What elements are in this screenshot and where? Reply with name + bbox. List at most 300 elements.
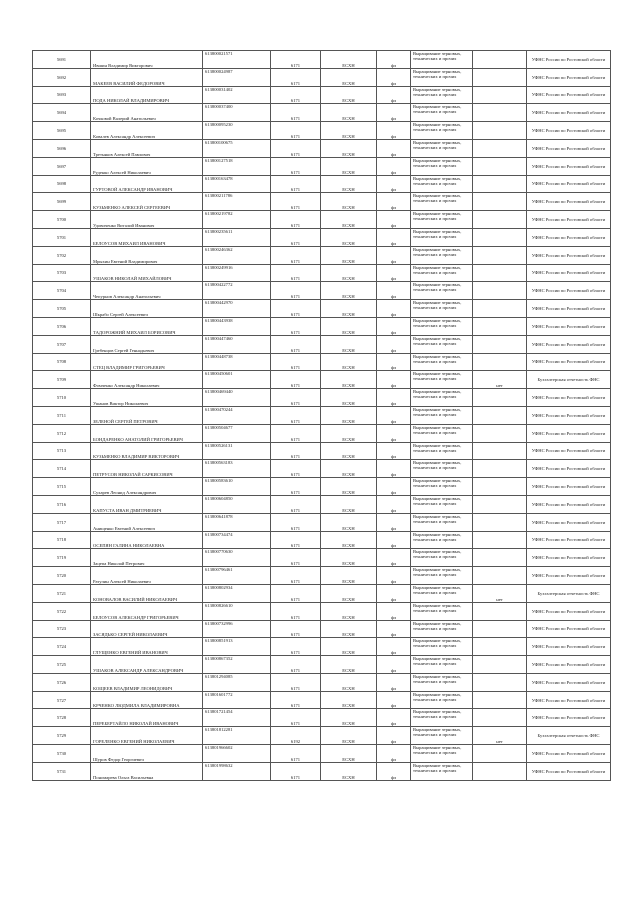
table-row — [33, 389, 611, 407]
mark-value — [473, 193, 527, 211]
person-type: фл — [377, 442, 411, 460]
inn-value: 613801998632 — [203, 762, 271, 780]
table-row — [33, 51, 611, 69]
person-type: фл — [377, 478, 411, 496]
inn-value: 613800826610 — [203, 602, 271, 620]
table-row — [33, 762, 611, 780]
tax-regime: ЕСХН — [321, 282, 377, 300]
person-type: фл — [377, 228, 411, 246]
tax-regime: ЕСХН — [321, 549, 377, 567]
source-organization: УФНС России по Ростовской области — [527, 282, 611, 300]
activity-description: Выращивание зерновых, технических и прочих — [411, 68, 473, 86]
inn-value: 613800641878 — [203, 513, 271, 531]
mark-value — [473, 353, 527, 371]
mark-value — [473, 264, 527, 282]
source-organization: УФНС России по Ростовской области — [527, 264, 611, 282]
tax-regime: ЕСХН — [321, 389, 377, 407]
person-type: фл — [377, 567, 411, 585]
person-name: Кочковой Валерий Анатольевич — [91, 104, 203, 122]
table-row — [33, 104, 611, 122]
tax-office-code: 6171 — [271, 246, 321, 264]
tax-office-code: 6171 — [271, 424, 321, 442]
person-type: фл — [377, 264, 411, 282]
person-type: фл — [377, 389, 411, 407]
source-organization: УФНС России по Ростовской области — [527, 389, 611, 407]
tax-office-code: 6171 — [271, 228, 321, 246]
table-row — [33, 638, 611, 656]
inn-value: 613800563183 — [203, 460, 271, 478]
tax-regime: ЕСХН — [321, 745, 377, 763]
activity-description: Выращивание зерновых, технических и прочих — [411, 478, 473, 496]
person-name: Удовиченко Виталий Иванович — [91, 211, 203, 229]
tax-office-code: 6171 — [271, 513, 321, 531]
person-name: КОЩЕЕВ ВЛАДИМИР ЛЕОНИДОВИЧ — [91, 673, 203, 691]
inn-value: 613800235611 — [203, 228, 271, 246]
inn-value: 613800583610 — [203, 478, 271, 496]
source-organization: УФНС России по Ростовской области — [527, 406, 611, 424]
source-organization: УФНС России по Ростовской области — [527, 353, 611, 371]
tax-office-code: 6171 — [271, 691, 321, 709]
person-type: фл — [377, 762, 411, 780]
row-number: 5698 — [33, 175, 91, 193]
tax-office-code: 6171 — [271, 353, 321, 371]
activity-description: Выращивание зерновых, технических и прочих — [411, 300, 473, 318]
tax-office-code: 6171 — [271, 51, 321, 69]
inn-value: 613800037400 — [203, 104, 271, 122]
mark-value — [473, 139, 527, 157]
inn-value: 613800851913 — [203, 638, 271, 656]
mark-value — [473, 549, 527, 567]
row-number: 5706 — [33, 317, 91, 335]
person-name: КУЗЬМЕНКО ВЛАДИМИР ВИКТОРОВИЧ — [91, 442, 203, 460]
inn-value: 613801812281 — [203, 727, 271, 745]
tax-office-code: 6171 — [271, 656, 321, 674]
tax-regime: ЕСХН — [321, 353, 377, 371]
tax-regime: ЕСХН — [321, 104, 377, 122]
inn-value: 613800450601 — [203, 371, 271, 389]
activity-description: Выращивание зерновых, технических и прочих — [411, 353, 473, 371]
tax-office-code: 6171 — [271, 122, 321, 140]
table-row — [33, 549, 611, 567]
activity-description: Выращивание зерновых, технических и прочих — [411, 442, 473, 460]
table-row — [33, 300, 611, 318]
tax-regime: ЕСХН — [321, 424, 377, 442]
person-type: фл — [377, 602, 411, 620]
tax-regime: ЕСХН — [321, 406, 377, 424]
row-number: 5713 — [33, 442, 91, 460]
table-row — [33, 335, 611, 353]
mark-value — [473, 406, 527, 424]
mark-value — [473, 246, 527, 264]
source-organization: УФНС России по Ростовской области — [527, 104, 611, 122]
tax-regime: ЕСХН — [321, 51, 377, 69]
source-organization: Бухгалтерская отчетность ФНС — [527, 584, 611, 602]
mark-value — [473, 300, 527, 318]
activity-description: Выращивание зерновых, технических и прочих — [411, 691, 473, 709]
row-number: 5717 — [33, 513, 91, 531]
person-type: фл — [377, 68, 411, 86]
person-type: фл — [377, 584, 411, 602]
table-row — [33, 175, 611, 193]
registry-rows — [33, 51, 611, 781]
source-organization: УФНС России по Ростовской области — [527, 246, 611, 264]
tax-regime: ЕСХН — [321, 175, 377, 193]
row-number: 5696 — [33, 139, 91, 157]
tax-regime: ЕСХН — [321, 193, 377, 211]
person-name: МАКЕЕВ ВАСИЛИЙ ФЕДОРОВИЧ — [91, 68, 203, 86]
inn-value: 613800095230 — [203, 122, 271, 140]
person-name: ОСЕПЯН ГАЛИНА НИКОЛАЕВНА — [91, 531, 203, 549]
source-organization: УФНС России по Ростовской области — [527, 51, 611, 69]
person-name: Пономарева Ольга Васильевна — [91, 762, 203, 780]
registry-table — [32, 50, 611, 781]
activity-description: Выращивание зерновых, технических и прочих — [411, 549, 473, 567]
row-number: 5718 — [33, 531, 91, 549]
mark-value — [473, 424, 527, 442]
mark-value: нет — [473, 727, 527, 745]
table-row — [33, 567, 611, 585]
activity-description: Выращивание зерновых, технических и прочих — [411, 389, 473, 407]
inn-value: 613800211786 — [203, 193, 271, 211]
inn-value: 613800447460 — [203, 335, 271, 353]
tax-office-code: 6171 — [271, 317, 321, 335]
activity-description: Выращивание зерновых, технических и прочих — [411, 406, 473, 424]
mark-value — [473, 389, 527, 407]
inn-value: 613800504677 — [203, 424, 271, 442]
activity-description: Выращивание зерновых, технических и прочих — [411, 495, 473, 513]
tax-office-code: 6171 — [271, 567, 321, 585]
person-type: фл — [377, 335, 411, 353]
mark-value — [473, 709, 527, 727]
table-row — [33, 282, 611, 300]
source-organization: УФНС России по Ростовской области — [527, 495, 611, 513]
mark-value — [473, 282, 527, 300]
tax-regime: ЕСХН — [321, 673, 377, 691]
inn-value: 613800031402 — [203, 86, 271, 104]
source-organization: УФНС России по Ростовской области — [527, 68, 611, 86]
row-number: 5710 — [33, 389, 91, 407]
source-organization: УФНС России по Ростовской области — [527, 86, 611, 104]
inn-value: 613801601772 — [203, 691, 271, 709]
tax-regime: ЕСХН — [321, 317, 377, 335]
person-type: фл — [377, 371, 411, 389]
tax-regime: ЕСХН — [321, 691, 377, 709]
mark-value — [473, 68, 527, 86]
source-organization: УФНС России по Ростовской области — [527, 691, 611, 709]
row-number: 5701 — [33, 228, 91, 246]
source-organization: УФНС России по Ростовской области — [527, 531, 611, 549]
activity-description: Выращивание зерновых, технических и прочих — [411, 264, 473, 282]
person-name: Гребенцов Сергей Геннадьевич — [91, 335, 203, 353]
inn-value: 613800219782 — [203, 211, 271, 229]
tax-office-code: 6171 — [271, 282, 321, 300]
tax-regime: ЕСХН — [321, 638, 377, 656]
person-name: ГЛУЩЕНКО ЕВГЕНИЙ ИВАНОВИЧ — [91, 638, 203, 656]
row-number: 5719 — [33, 549, 91, 567]
mark-value — [473, 745, 527, 763]
activity-description: Выращивание зерновых, технических и прочих — [411, 745, 473, 763]
mark-value — [473, 442, 527, 460]
activity-description: Выращивание зерновых, технических и прочих — [411, 139, 473, 157]
tax-office-code: 6171 — [271, 531, 321, 549]
tax-regime: ЕСХН — [321, 495, 377, 513]
person-type: фл — [377, 513, 411, 531]
tax-office-code: 6171 — [271, 442, 321, 460]
activity-description: Выращивание зерновых, технических и прочих — [411, 282, 473, 300]
table-row — [33, 371, 611, 389]
row-number: 5703 — [33, 264, 91, 282]
activity-description: Выращивание зерновых, технических и прочих — [411, 656, 473, 674]
person-name: БОНДАРЕНКО АНАТОЛИЙ ГРИГОРЬЕВИЧ — [91, 424, 203, 442]
source-organization: УФНС России по Ростовской области — [527, 478, 611, 496]
tax-office-code: 6192 — [271, 727, 321, 745]
tax-regime: ЕСХН — [321, 139, 377, 157]
activity-description: Выращивание зерновых, технических и прочих — [411, 157, 473, 175]
table-row — [33, 86, 611, 104]
source-organization: УФНС России по Ростовской области — [527, 211, 611, 229]
source-organization: УФНС России по Ростовской области — [527, 567, 611, 585]
tax-regime: ЕСХН — [321, 300, 377, 318]
person-name: ПЕТРУСОВ НИКОЛАЙ САРКИСОВИЧ — [91, 460, 203, 478]
activity-description: Выращивание зерновых, технических и прочих — [411, 51, 473, 69]
tax-office-code: 6171 — [271, 460, 321, 478]
table-row — [33, 745, 611, 763]
person-name: ЗАСЯДЬКО СЕРГЕЙ НИКОЛАЕВИЧ — [91, 620, 203, 638]
tax-regime: ЕСХН — [321, 567, 377, 585]
mark-value — [473, 211, 527, 229]
inn-value: 613800246362 — [203, 246, 271, 264]
source-organization: УФНС России по Ростовской области — [527, 745, 611, 763]
tax-office-code: 6171 — [271, 157, 321, 175]
activity-description: Выращивание зерновых, технических и прочих — [411, 709, 473, 727]
row-number: 5720 — [33, 567, 91, 585]
person-name: Руденко Алексей Николаевич — [91, 157, 203, 175]
inn-value: 613800100675 — [203, 139, 271, 157]
activity-description: Выращивание зерновых, технических и прочих — [411, 638, 473, 656]
person-type: фл — [377, 157, 411, 175]
row-number: 5712 — [33, 424, 91, 442]
row-number: 5695 — [33, 122, 91, 140]
person-type: фл — [377, 549, 411, 567]
table-row — [33, 246, 611, 264]
activity-description: Выращивание зерновых, технических и прочих — [411, 86, 473, 104]
tax-office-code: 6171 — [271, 762, 321, 780]
mark-value — [473, 86, 527, 104]
activity-description: Выращивание зерновых, технических и прочих — [411, 460, 473, 478]
person-type: фл — [377, 139, 411, 157]
table-row — [33, 317, 611, 335]
activity-description: Выращивание зерновых, технических и прочих — [411, 335, 473, 353]
tax-office-code: 6171 — [271, 620, 321, 638]
source-organization: УФНС России по Ростовской области — [527, 122, 611, 140]
source-organization: Бухгалтерская отчетность ФНС — [527, 371, 611, 389]
activity-description: Выращивание зерновых, технических и прочих — [411, 228, 473, 246]
tax-office-code: 6171 — [271, 745, 321, 763]
table-row — [33, 584, 611, 602]
table-row — [33, 122, 611, 140]
person-name: БЕЛОУСОВ АЛЕКСАНДР ГРИГОРЬЕВИЧ — [91, 602, 203, 620]
mark-value — [473, 620, 527, 638]
tax-office-code: 6171 — [271, 602, 321, 620]
mark-value — [473, 673, 527, 691]
person-name: Шкрабо Сергей Алексеевич — [91, 300, 203, 318]
person-type: фл — [377, 317, 411, 335]
table-row — [33, 478, 611, 496]
row-number: 5694 — [33, 104, 91, 122]
table-row — [33, 139, 611, 157]
tax-office-code: 6171 — [271, 549, 321, 567]
inn-value: 613800163478 — [203, 175, 271, 193]
activity-description: Выращивание зерновых, технических и прочих — [411, 567, 473, 585]
tax-regime: ЕСХН — [321, 762, 377, 780]
tax-office-code: 6171 — [271, 139, 321, 157]
table-row — [33, 531, 611, 549]
inn-value: 613800470244 — [203, 406, 271, 424]
tax-office-code: 6171 — [271, 584, 321, 602]
source-organization: УФНС России по Ростовской области — [527, 300, 611, 318]
activity-description: Выращивание зерновых, технических и прочих — [411, 727, 473, 745]
row-number: 5727 — [33, 691, 91, 709]
inn-value: 613800732996 — [203, 620, 271, 638]
person-name: Шуров Федор Георгиевич — [91, 745, 203, 763]
source-organization: УФНС России по Ростовской области — [527, 709, 611, 727]
source-organization: УФНС России по Ростовской области — [527, 175, 611, 193]
person-type: фл — [377, 424, 411, 442]
mark-value — [473, 157, 527, 175]
tax-regime: ЕСХН — [321, 656, 377, 674]
row-number: 5699 — [33, 193, 91, 211]
tax-regime: ЕСХН — [321, 228, 377, 246]
source-organization: УФНС России по Ростовской области — [527, 762, 611, 780]
person-name: Третьяков Алексей Павлович — [91, 139, 203, 157]
tax-office-code: 6171 — [271, 371, 321, 389]
activity-description: Выращивание зерновых, технических и прочих — [411, 424, 473, 442]
table-row — [33, 495, 611, 513]
row-number: 5724 — [33, 638, 91, 656]
activity-description: Выращивание зерновых, технических и прочих — [411, 122, 473, 140]
tax-regime: ЕСХН — [321, 620, 377, 638]
row-number: 5704 — [33, 282, 91, 300]
table-row — [33, 406, 611, 424]
person-type: фл — [377, 211, 411, 229]
tax-regime: ЕСХН — [321, 211, 377, 229]
source-organization: УФНС России по Ростовской области — [527, 442, 611, 460]
person-name: ПОДА НИКОЛАЙ ВЛАДИМИРОВИЧ — [91, 86, 203, 104]
mark-value — [473, 495, 527, 513]
tax-office-code: 6171 — [271, 86, 321, 104]
tax-office-code: 6171 — [271, 175, 321, 193]
person-name: Ившин Владимир Викторович — [91, 51, 203, 69]
table-row — [33, 620, 611, 638]
table-row — [33, 193, 611, 211]
source-organization: УФНС России по Ростовской области — [527, 620, 611, 638]
mark-value — [473, 122, 527, 140]
mark-value — [473, 513, 527, 531]
person-name: Ушанов Виктор Николаевич — [91, 389, 203, 407]
inn-value: 613800469440 — [203, 389, 271, 407]
activity-description: Выращивание зерновых, технических и прочих — [411, 620, 473, 638]
person-name: Чепурнов Александр Анатольевич — [91, 282, 203, 300]
activity-description: Выращивание зерновых, технических и прочих — [411, 371, 473, 389]
mark-value — [473, 175, 527, 193]
tax-regime: ЕСХН — [321, 709, 377, 727]
table-row — [33, 709, 611, 727]
person-name: УШАКОВ НИКОЛАЙ МИХАЙЛОВИЧ — [91, 264, 203, 282]
source-organization: УФНС России по Ростовской области — [527, 317, 611, 335]
activity-description: Выращивание зерновых, технических и прочих — [411, 513, 473, 531]
inn-value: 613800526131 — [203, 442, 271, 460]
tax-regime: ЕСХН — [321, 584, 377, 602]
person-type: фл — [377, 460, 411, 478]
source-organization: УФНС России по Ростовской области — [527, 638, 611, 656]
person-name: КРЧЕНКО ЛЮДМИЛА ВЛАДИМИРОВНА — [91, 691, 203, 709]
table-row — [33, 353, 611, 371]
person-type: фл — [377, 122, 411, 140]
row-number: 5714 — [33, 460, 91, 478]
tax-office-code: 6171 — [271, 478, 321, 496]
person-name: ГОРЕЛЕНКО ЕВГЕНИЙ НИКОЛАЕВИЧ — [91, 727, 203, 745]
activity-description: Выращивание зерновых, технических и прочих — [411, 175, 473, 193]
inn-value: 613801966602 — [203, 745, 271, 763]
person-name: Ратулин Алексей Николаевич — [91, 567, 203, 585]
person-type: фл — [377, 495, 411, 513]
person-type: фл — [377, 246, 411, 264]
source-organization: УФНС России по Ростовской области — [527, 673, 611, 691]
table-row — [33, 228, 611, 246]
activity-description: Выращивание зерновых, технических и прочих — [411, 246, 473, 264]
mark-value — [473, 51, 527, 69]
row-number: 5725 — [33, 656, 91, 674]
inn-value: 613800024987 — [203, 68, 271, 86]
inn-value: 613800443938 — [203, 317, 271, 335]
source-organization: УФНС России по Ростовской области — [527, 228, 611, 246]
person-type: фл — [377, 709, 411, 727]
row-number: 5726 — [33, 673, 91, 691]
row-number: 5697 — [33, 157, 91, 175]
tax-regime: ЕСХН — [321, 727, 377, 745]
person-name: УШАКОВ АЛЕКСАНДР АЛЕКСАНДРОВИЧ — [91, 656, 203, 674]
tax-office-code: 6171 — [271, 104, 321, 122]
tax-regime: ЕСХН — [321, 335, 377, 353]
table-row — [33, 460, 611, 478]
person-type: фл — [377, 638, 411, 656]
tax-regime: ЕСХН — [321, 460, 377, 478]
activity-description: Выращивание зерновых, технических и прочих — [411, 602, 473, 620]
tax-office-code: 6171 — [271, 193, 321, 211]
activity-description: Выращивание зерновых, технических и прочих — [411, 762, 473, 780]
inn-value: 613800127518 — [203, 157, 271, 175]
inn-value: 613800442970 — [203, 300, 271, 318]
row-number: 5693 — [33, 86, 91, 104]
inn-value: 613800422772 — [203, 282, 271, 300]
tax-regime: ЕСХН — [321, 264, 377, 282]
tax-office-code: 6171 — [271, 495, 321, 513]
person-name: Мрыхин Евгений Владимирович — [91, 246, 203, 264]
row-number: 5692 — [33, 68, 91, 86]
inn-value: 613800604850 — [203, 495, 271, 513]
table-row — [33, 424, 611, 442]
person-type: фл — [377, 86, 411, 104]
row-number: 5691 — [33, 51, 91, 69]
mark-value — [473, 656, 527, 674]
person-type: фл — [377, 531, 411, 549]
inn-value: 613801721454 — [203, 709, 271, 727]
person-type: фл — [377, 745, 411, 763]
mark-value — [473, 567, 527, 585]
row-number: 5716 — [33, 495, 91, 513]
person-name: Фомченко Александр Николаевич — [91, 371, 203, 389]
activity-description: Выращивание зерновых, технических и прочих — [411, 104, 473, 122]
